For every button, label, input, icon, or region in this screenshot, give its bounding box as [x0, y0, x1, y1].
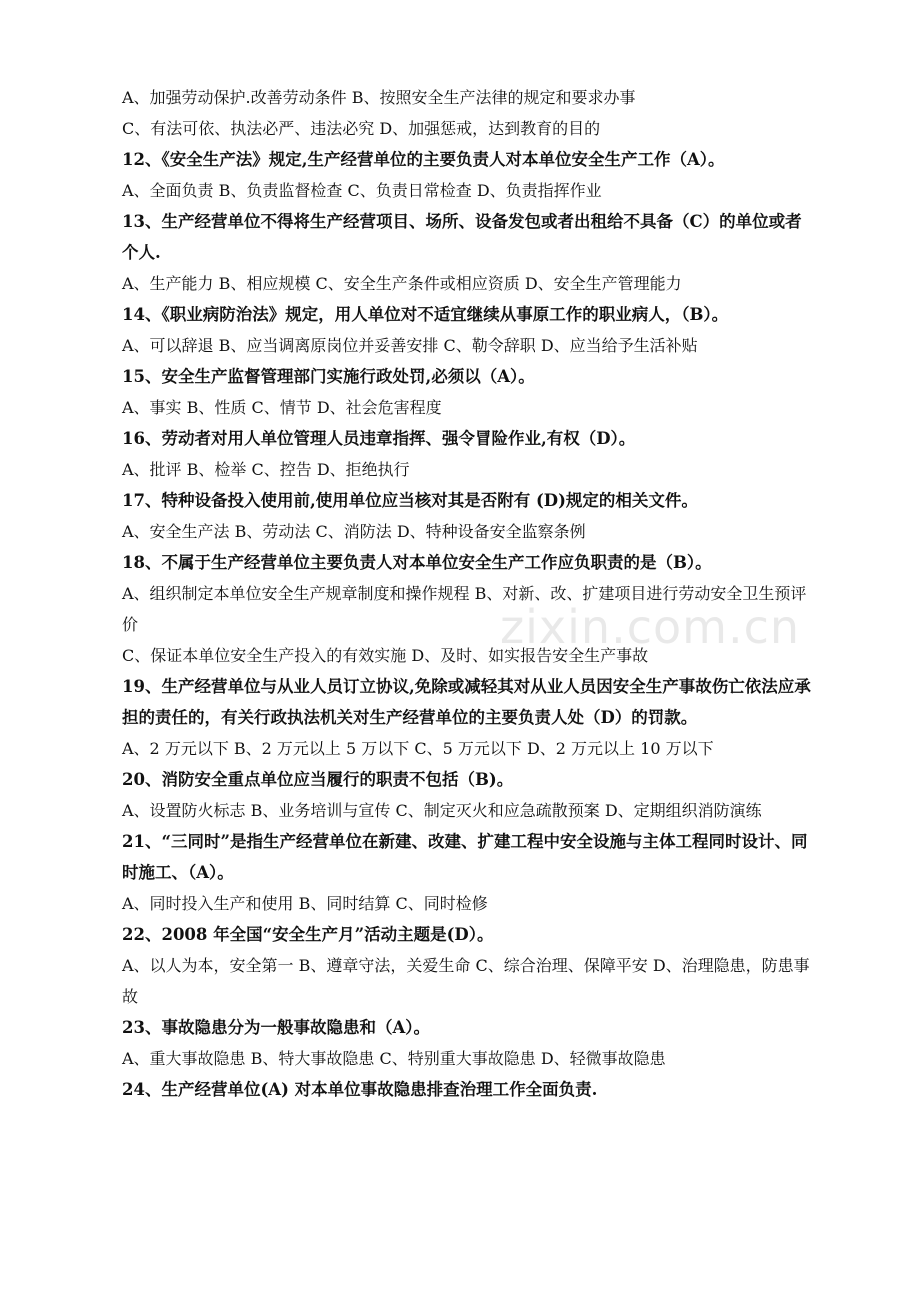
- option-line: A、可以辞退 B、应当调离原岗位并妥善安排 C、勒令辞职 D、应当给予生活补贴: [122, 336, 698, 355]
- question-line: 17、特种设备投入使用前,使用单位应当核对其是否附有 (D)规定的相关文件。: [122, 491, 698, 510]
- document-body: [122, 82, 812, 1105]
- question-line: 14、《职业病防治法》规定，用人单位对不适宜继续从事原工作的职业病人，（B）。: [122, 305, 729, 324]
- question-line: 20、消防安全重点单位应当履行的职责不包括（B)。: [122, 770, 514, 789]
- question-line: 15、安全生产监督管理部门实施行政处罚,必须以（A）。: [122, 367, 535, 386]
- question-line: 19、生产经营单位与从业人员订立协议,免除或减轻其对从业人员因安全生产事故伤亡依法应承担的责任的，有关行政执法机关对生产经营单位的主要负责人处（D）的罚款。: [122, 677, 811, 727]
- question-line: 22、2008 年全国“安全生产月”活动主题是(D）。: [122, 925, 494, 944]
- option-line: C、保证本单位安全生产投入的有效实施 D、及时、如实报告安全生产事故: [122, 646, 649, 665]
- option-line: A、全面负责 B、负责监督检查 C、负责日常检查 D、负责指挥作业: [122, 181, 602, 200]
- question-line: 23、事故隐患分为一般事故隐患和（A）。: [122, 1018, 431, 1037]
- option-line: A、生产能力 B、相应规模 C、安全生产条件或相应资质 D、安全生产管理能力: [122, 274, 682, 293]
- option-line: A、同时投入生产和使用 B、同时结算 C、同时检修: [122, 894, 488, 913]
- option-line: A、以人为本，安全第一 B、遵章守法，关爱生命 C、综合治理、保障平安 D、治理隐患，防患事故: [122, 956, 810, 1006]
- option-line: A、安全生产法 B、劳动法 C、消防法 D、特种设备安全监察条例: [122, 522, 586, 541]
- question-line: 18、不属于生产经营单位主要负责人对本单位安全生产工作应负职责的是（B）。: [122, 553, 712, 572]
- question-line: 12、《安全生产法》规定,生产经营单位的主要负责人对本单位安全生产工作（A）。: [122, 150, 725, 169]
- option-line: A、重大事故隐患 B、特大事故隐患 C、特别重大事故隐患 D、轻微事故隐患: [122, 1049, 666, 1068]
- option-line: A、加强劳动保护.改善劳动条件 B、按照安全生产法律的规定和要求办事: [122, 88, 636, 107]
- option-line: C、有法可依、执法必严、违法必究 D、加强惩戒，达到教育的目的: [122, 119, 601, 138]
- watermark-text: zixin.com.cn: [500, 600, 801, 654]
- option-line: A、设置防火标志 B、业务培训与宣传 C、制定灭火和应急疏散预案 D、定期组织消防演练: [122, 801, 762, 820]
- question-line: 21、“三同时”是指生产经营单位在新建、改建、扩建工程中安全设施与主体工程同时设计、同时施工、（A）。: [122, 832, 808, 882]
- option-line: A、组织制定本单位安全生产规章制度和操作规程 B、对新、改、扩建项目进行劳动安全卫生预评价: [122, 584, 807, 634]
- question-line: 13、生产经营单位不得将生产经营项目、场所、设备发包或者出租给不具备（C）的单位或者个人.: [122, 212, 802, 262]
- question-line: 16、劳动者对用人单位管理人员违章指挥、强令冒险作业,有权（D）。: [122, 429, 636, 448]
- option-line: A、2 万元以下 B、2 万元以上 5 万以下 C、5 万元以下 D、2 万元以上 10 万以下: [122, 739, 714, 758]
- option-line: A、批评 B、检举 C、控告 D、拒绝执行: [122, 460, 410, 479]
- option-line: A、事实 B、性质 C、情节 D、社会危害程度: [122, 398, 442, 417]
- question-line: 24、生产经营单位(A) 对本单位事故隐患排查治理工作全面负责.: [122, 1080, 598, 1099]
